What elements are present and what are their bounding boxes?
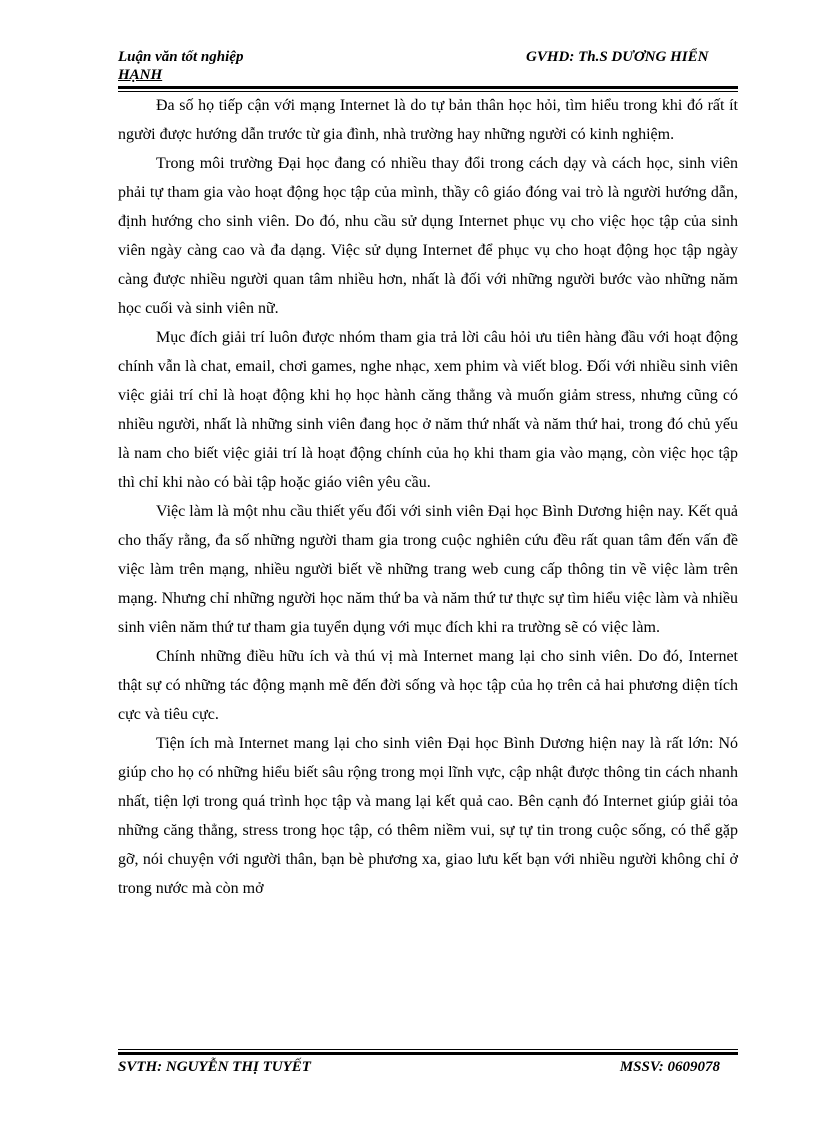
footer-rule-thick bbox=[118, 1052, 738, 1055]
student-name: SVTH: NGUYỄN THỊ TUYẾT bbox=[118, 1059, 311, 1075]
supervisor-name-continuation: HẠNH bbox=[118, 67, 163, 83]
paragraph: Chính những điều hữu ích và thú vị mà Internet mang lại cho sinh viên. Do đó, Internet thật sự có những tác động mạnh mẽ đến đời sống và học tập của họ trên cả hai phương diện tích cực và tiêu cực. bbox=[118, 648, 738, 723]
thesis-label: Luận văn tốt nghiệp bbox=[118, 49, 244, 65]
paragraph: Trong môi trường Đại học đang có nhiều thay đổi trong cách dạy và cách học, sinh viên phải tự tham gia vào hoạt động học tập của mình, thầy cô giáo đóng vai trò là người hướng dẫn, định hướng cho sinh viên. Do đó, nhu cầu sử dụng Internet phục vụ cho việc học tập của sinh viên ngày càng cao và đa dạng. Việc sử dụng Internet để phục vụ cho hoạt động học tập ngày càng được nhiều người quan tâm nhiều hơn, nhất là đối với những người bước vào những năm học cuối và sinh viên nữ. bbox=[118, 155, 738, 317]
page-footer bbox=[118, 1058, 738, 1078]
supervisor-label: GVHD: Th.S DƯƠNG HIỂN bbox=[526, 49, 709, 65]
paragraph: Tiện ích mà Internet mang lại cho sinh viên Đại học Bình Dương hiện nay là rất lớn: Nó giúp cho họ có những hiểu biết sâu rộng trong mọi lĩnh vực, cập nhật được thông tin cách nhanh nhất, tiện lợi trong quá trình học tập và mang lại kết quả cao. Bên cạnh đó Internet giúp giải tỏa những căng thẳng, stress trong học tập, có thêm niềm vui, sự tự tin trong cuộc sống, có thể gặp gỡ, nói chuyện với người thân, bạn bè phương xa, giao lưu kết bạn với nhiều người không chỉ ở trong nước mà còn mở bbox=[118, 735, 738, 897]
page-header bbox=[118, 48, 738, 88]
body-text bbox=[118, 91, 738, 903]
paragraph: Mục đích giải trí luôn được nhóm tham gia trả lời câu hỏi ưu tiên hàng đầu với hoạt động chính vẫn là chat, email, chơi games, nghe nhạc, xem phim và viết blog. Đối với nhiều sinh viên việc giải trí chỉ là hoạt động khi họ học hành căng thẳng và muốn giảm stress, nhưng cũng có nhiều người, nhất là những sinh viên đang học ở năm thứ nhất và năm thứ hai, trong đó chủ yếu là nam cho biết việc giải trí là hoạt động chính của họ khi tham gia vào mạng, còn việc học tập thì chỉ khi nào có bài tập hoặc giáo viên yêu cầu. bbox=[118, 329, 738, 491]
paragraph: Đa số họ tiếp cận với mạng Internet là do tự bản thân học hỏi, tìm hiểu trong khi đó rất ít người được hướng dẫn trước từ gia đình, nhà trường hay những người có kinh nghiệm. bbox=[118, 97, 738, 143]
footer-rule-thin bbox=[118, 1049, 738, 1050]
header-rule-thick bbox=[118, 86, 738, 89]
student-id: MSSV: 0609078 bbox=[619, 1059, 720, 1075]
paragraph: Việc làm là một nhu cầu thiết yếu đối với sinh viên Đại học Bình Dương hiện nay. Kết quả cho thấy rằng, đa số những người tham gia trong cuộc nghiên cứu đều rất quan tâm đến vấn đề việc làm trên mạng, nhiều người biết về những trang web cung cấp thông tin về việc làm trên mạng. Nhưng chỉ những người học năm thứ ba và năm thứ tư thực sự tìm hiểu việc làm và nhiều sinh viên năm thứ tư tham gia tuyển dụng với mục đích khi ra trường sẽ có việc làm. bbox=[118, 503, 738, 636]
